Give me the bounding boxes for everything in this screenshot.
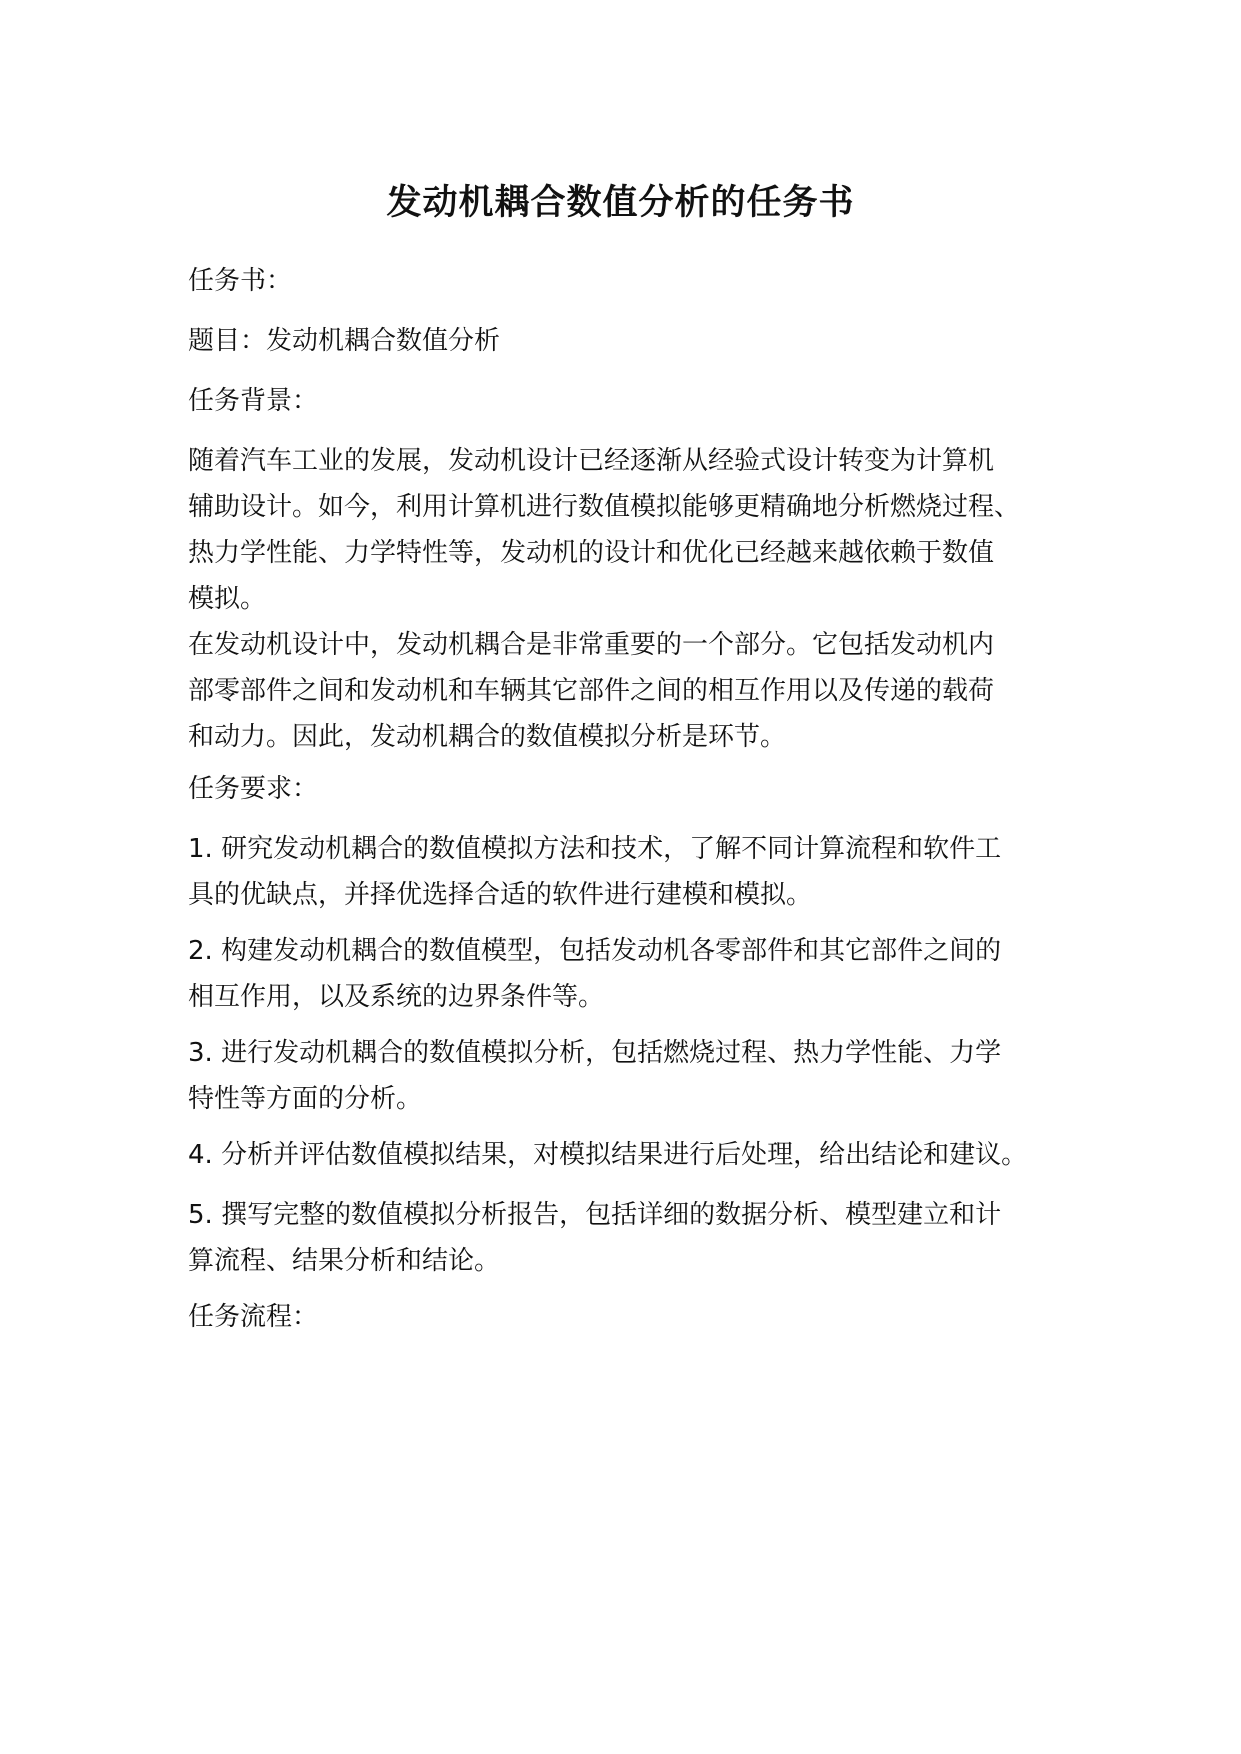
text-line: 热力学性能、力学特性等，发动机的设计和优化已经越来越依赖于数值: [188, 538, 995, 568]
text-line: 模拟。: [188, 584, 267, 614]
text-line: 任务要求：: [188, 774, 319, 804]
text-line: 5. 撰写完整的数值模拟分析报告，包括详细的数据分析、模型建立和计: [188, 1200, 1002, 1230]
heading-process: [188, 1294, 1068, 1340]
background-paragraph-2: [188, 622, 1068, 760]
heading-background: [188, 378, 1068, 424]
text-line: 辅助设计。如今，利用计算机进行数值模拟能够更精确地分析燃烧过程、: [188, 492, 1021, 522]
heading-task-book: [188, 258, 1068, 304]
text-line: 算流程、结果分析和结论。: [188, 1246, 501, 1276]
text-line: 和动力。因此，发动机耦合的数值模拟分析是环节。: [188, 722, 787, 752]
text-line: 4. 分析并评估数值模拟结果，对模拟结果进行后处理，给出结论和建议。: [188, 1140, 1028, 1170]
text-line: 特性等方面的分析。: [188, 1084, 423, 1114]
requirement-item-4: [188, 1132, 1068, 1178]
text-line: 3. 进行发动机耦合的数值模拟分析，包括燃烧过程、热力学性能、力学: [188, 1038, 1002, 1068]
text-line: 任务书：: [188, 266, 293, 296]
text-line: 随着汽车工业的发展，发动机设计已经逐渐从经验式设计转变为计算机: [188, 446, 995, 476]
text-line: 相互作用，以及系统的边界条件等。: [188, 982, 605, 1012]
requirement-item-5: [188, 1192, 1068, 1284]
text-line: 任务流程：: [188, 1302, 319, 1332]
document-title: 发动机耦合数值分析的任务书: [386, 183, 855, 223]
text-line: 1. 研究发动机耦合的数值模拟方法和技术，了解不同计算流程和软件工: [188, 834, 1002, 864]
requirement-item-1: [188, 826, 1068, 918]
text-line: 在发动机设计中，发动机耦合是非常重要的一个部分。它包括发动机内: [188, 630, 995, 660]
text-line: 任务背景：: [188, 386, 319, 416]
text-line: 部零部件之间和发动机和车辆其它部件之间的相互作用以及传递的载荷: [188, 676, 995, 706]
heading-requirements: [188, 766, 1068, 812]
text-line: 2. 构建发动机耦合的数值模型，包括发动机各零部件和其它部件之间的: [188, 936, 1002, 966]
background-paragraph-1: [188, 438, 1068, 622]
requirement-item-2: [188, 928, 1068, 1020]
text-line: 具的优缺点，并择优选择合适的软件进行建模和模拟。: [188, 880, 813, 910]
text-line: 题目：发动机耦合数值分析: [188, 326, 501, 356]
requirement-item-3: [188, 1030, 1068, 1122]
subject-line: [188, 318, 1068, 364]
